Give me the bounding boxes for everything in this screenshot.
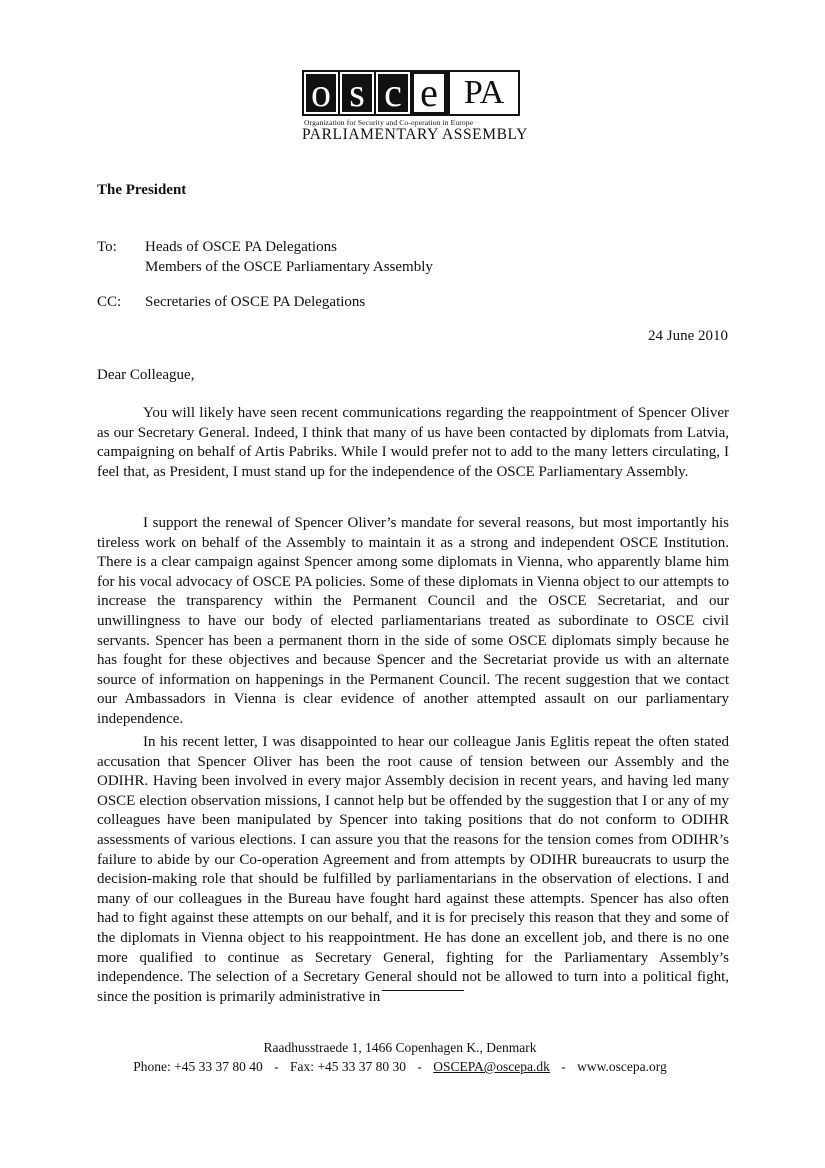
to-label: To:	[97, 239, 117, 255]
logo-letter-o: o	[304, 72, 338, 114]
footer-address: Raadhusstraede 1, 1466 Copenhagen K., Denmark	[263, 1040, 537, 1055]
logo-subtitle: Organization for Security and Co-operation in Europe	[304, 118, 474, 127]
body-paragraph: In his recent letter, I was disappointed to hear our colleague Janis Eglitis repeat the often stated accusation that Spencer Oliver has been the root cause of tension between our Assembly and the ODIHR. Having been involved in every major Assembly decision in recent years, and having led many OSCE election observation missions, I cannot help but be offended by the suggestion that I or any of my colleagues have been manipulated by Spencer into taking positions that do not conform to ODIHR assessments of various elections. I can assure you that the reasons for the tension comes from ODIHR’s failure to abide by our Co-operation Agreement and from attempts by ODIHR bureaucrats to usurp the decision-making role that should be fulfilled by parliamentarians in the observation of elections. I and many of our colleagues in the Bureau have fought hard against these attempts. Spencer has also often had to fight against these attempts on our behalf, and it is for precisely this reason that they and some of the diplomats in Vienna object to his reappointment. He has done an excellent job, and there is no one more qualified to continue as Secretary General, fighting for the Parliamentary Assembly’s independence. The selection of a Secretary General should not be allowed to turn into a political fight, since the position is primarily administrative in	[97, 734, 729, 1005]
logo-letter-c: c	[376, 72, 410, 114]
footer-contact	[0, 1059, 800, 1075]
to-line: Heads of OSCE PA Delegations	[145, 239, 337, 255]
sender-heading: The President	[97, 182, 187, 198]
logo-pa-box: PA	[448, 70, 520, 116]
salutation: Dear Colleague,	[97, 367, 195, 383]
osce-pa-logo	[302, 70, 528, 144]
cc-block	[97, 292, 365, 312]
to-block	[97, 237, 433, 277]
cc-line: Secretaries of OSCE PA Delegations	[145, 294, 366, 310]
footer-divider	[382, 990, 464, 991]
body-paragraph: You will likely have seen recent communications regarding the reappointment of Spencer Oliver as our Secretary General. Indeed, I think that many of us have been contacted by diplomats from Latvia, campaigning on behalf of Artis Pabriks. While I would prefer not to add to the many letters circulating, I feel that, as President, I must stand up for the independence of the OSCE Parliamentary Assembly.	[97, 405, 729, 480]
logo-mark	[302, 70, 528, 116]
footer-phone: Phone: +45 33 37 80 40	[133, 1059, 263, 1074]
body-paragraph: I support the renewal of Spencer Oliver’s mandate for several reasons, but most importantly his tireless work on behalf of the Assembly to maintain it as a strong and independent OSCE Institution. There is a clear campaign against Spencer among some diplomats in Vienna, who apparently blame him for his vocal advocacy of OSCE PA policies. Some of these diplomats in Vienna object to our attempts to increase the transparency within the Permanent Council and the OSCE Secretariat, and our unwillingness to have our body of elected parliamentarians treated as subordinate to OSCE civil servants. Spencer has been a permanent thorn in the side of some OSCE diplomats simply because he has fought for these objectives and because Spencer and the Secretariat provide us with an alternate source of information on happenings in the Permanent Council. The recent suggestion that we contact our Ambassadors in Vienna is clear evidence of another attempted assault on our parliamentary independence.	[97, 515, 729, 727]
footer-separator: -	[561, 1059, 566, 1074]
footer-fax: Fax: +45 33 37 80 30	[290, 1059, 407, 1074]
logo-assembly-name: PARLIAMENTARY ASSEMBLY	[302, 126, 528, 143]
cc-label: CC:	[97, 294, 122, 310]
logo-letter-s: s	[340, 72, 374, 114]
footer-separator: -	[417, 1059, 422, 1074]
footer-website-link[interactable]: www.oscepa.org	[577, 1059, 667, 1074]
to-line: Members of the OSCE Parliamentary Assembly	[145, 259, 433, 275]
logo-osce-block	[302, 70, 448, 116]
footer-email-link[interactable]: OSCEPA@oscepa.dk	[433, 1059, 550, 1074]
logo-letter-e: e	[412, 72, 446, 114]
footer-separator: -	[274, 1059, 279, 1074]
letter-date: 24 June 2010	[648, 328, 728, 344]
